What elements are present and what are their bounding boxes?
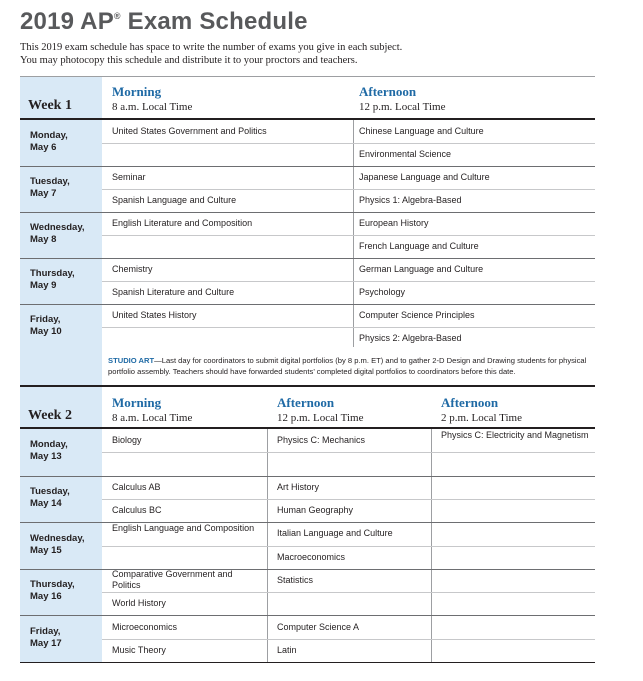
exam-cell: Statistics [277, 574, 314, 585]
exam-cell: Physics C: Electricity and Magnetism [441, 429, 589, 440]
week-1-morning-header: Morning 8 a.m. Local Time [112, 84, 193, 113]
exam-cell: Environmental Science [359, 149, 452, 159]
week-1-section [20, 76, 595, 386]
exam-cell: Psychology [359, 287, 406, 297]
exam-cell: English Literature and Composition [112, 218, 253, 228]
day-divider [20, 212, 595, 213]
exam-cell: Physics 2: Algebra-Based [359, 333, 462, 343]
row-divider [102, 546, 595, 547]
exam-cell: Comparative Government and Politics [112, 569, 233, 591]
exam-cell: Art History [277, 481, 320, 492]
day-divider [20, 476, 595, 477]
exam-cell: English Language and Composition [112, 522, 255, 533]
week-2-bottom-rule [20, 662, 595, 663]
week-2-label: Week 2 [28, 408, 72, 423]
row-divider [102, 327, 595, 328]
day-divider [20, 258, 595, 259]
week-1-afternoon-header: Afternoon 12 p.m. Local Time [359, 84, 446, 113]
row-divider [102, 499, 595, 500]
week-1-label: Week 1 [28, 98, 72, 113]
week-1-header-rule [20, 118, 595, 120]
exam-cell: Calculus BC [112, 505, 162, 516]
exam-cell: Chinese Language and Culture [359, 126, 484, 136]
exam-cell: Seminar [112, 172, 146, 182]
exam-cell: Physics 1: Algebra-Based [359, 195, 462, 205]
exam-cell: Calculus AB [112, 481, 161, 492]
studio-art-note: STUDIO ART—Last day for coordinators to submit digital portfolios (by 8 p.m. ET) and to gather 2-D Design and Drawing students for physical portfolio assembly. Teachers should have forwarded students’ completed digital portfolios to coordinators before this date. [108, 356, 587, 376]
row-divider [102, 235, 595, 236]
exam-cell: French Language and Culture [359, 241, 479, 251]
row-divider [102, 639, 595, 640]
intro-line-2: You may photocopy this schedule and distribute it to your proctors and teachers. [20, 55, 358, 66]
day-divider [20, 304, 595, 305]
exam-cell: Macroeconomics [277, 551, 346, 562]
exam-cell: German Language and Culture [359, 264, 484, 274]
week-2-morning-header: Morning 8 a.m. Local Time [112, 395, 193, 424]
day-divider [20, 522, 595, 523]
day-label: Monday, May 6 [30, 130, 68, 153]
day-label: Wednesday, May 8 [30, 222, 85, 245]
row-divider [102, 592, 595, 593]
exam-cell: Chemistry [112, 264, 153, 274]
day-divider [20, 615, 595, 616]
exam-cell: Biology [112, 435, 142, 446]
exam-cell: Human Geography [277, 505, 354, 516]
exam-cell: United States Government and Politics [112, 126, 267, 136]
exam-cell: United States History [112, 310, 197, 320]
row-divider [102, 281, 595, 282]
day-label: Tuesday, May 14 [30, 485, 70, 509]
day-label: Thursday, May 16 [30, 579, 75, 603]
day-label: Wednesday, May 15 [30, 532, 85, 556]
day-label: Friday, May 17 [30, 625, 62, 649]
row-divider [102, 452, 595, 453]
exam-cell: Spanish Language and Culture [112, 195, 237, 205]
exam-cell: Latin [277, 644, 297, 655]
day-label: Tuesday, May 7 [30, 176, 70, 199]
day-label: Friday, May 10 [30, 314, 62, 337]
exam-cell: Computer Science Principles [359, 310, 475, 320]
exam-cell: European History [359, 218, 429, 228]
exam-cell: Physics C: Mechanics [277, 435, 366, 446]
week-2-afternoon-2-header: Afternoon 2 p.m. Local Time [441, 395, 522, 424]
intro-text [20, 41, 402, 67]
row-divider [102, 189, 595, 190]
day-label: Thursday, May 9 [30, 268, 75, 291]
day-divider [20, 569, 595, 570]
registered-mark: ® [113, 11, 121, 21]
week-2-afternoon-12-header: Afternoon 12 p.m. Local Time [277, 395, 364, 424]
exam-cell: Music Theory [112, 644, 166, 655]
intro-line-1: This 2019 exam schedule has space to write the number of exams you give in each subject. [20, 42, 403, 53]
exam-cell: World History [112, 598, 166, 609]
exam-cell: Italian Language and Culture [277, 528, 393, 539]
week-1-column-divider [353, 120, 354, 347]
page-title: 2019 AP® Exam Schedule [20, 8, 308, 35]
exam-cell: Microeconomics [112, 621, 178, 632]
day-label: Monday, May 13 [30, 439, 68, 463]
week-1-top-rule [20, 76, 595, 77]
row-divider [102, 143, 595, 144]
week-2-section [20, 387, 595, 663]
exam-cell: Spanish Literature and Culture [112, 287, 235, 297]
exam-cell: Computer Science A [277, 621, 360, 632]
exam-cell: Japanese Language and Culture [359, 172, 490, 182]
day-divider [20, 166, 595, 167]
